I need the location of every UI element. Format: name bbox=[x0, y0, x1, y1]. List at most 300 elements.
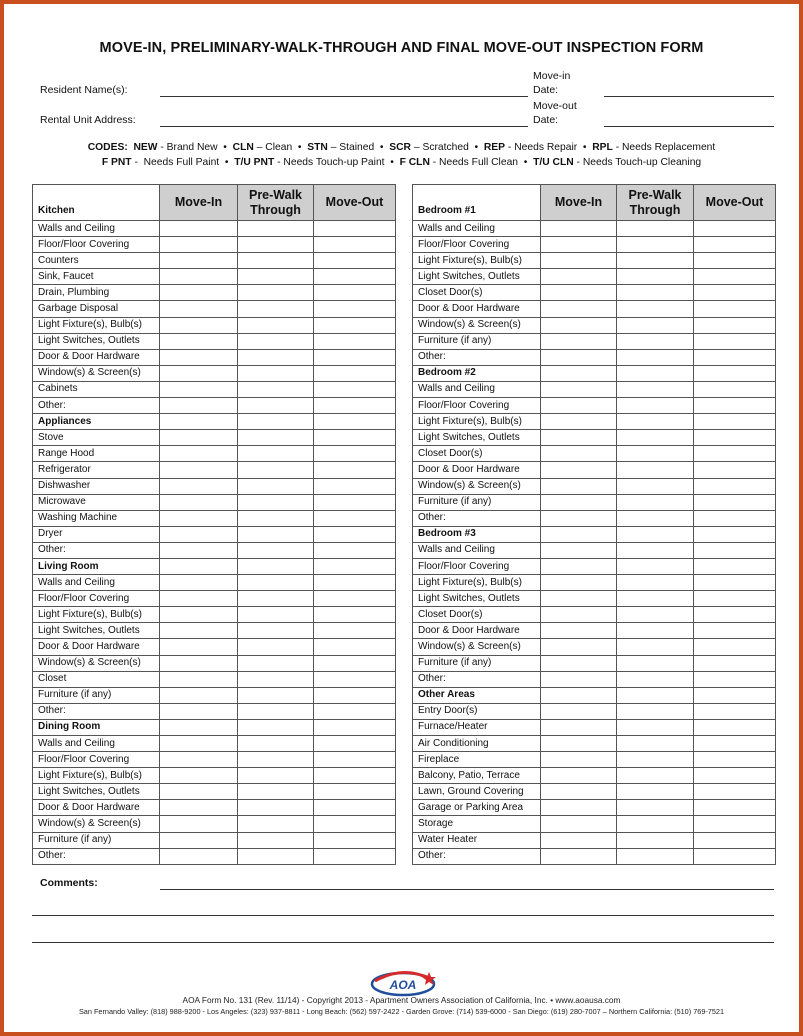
move-in-cell[interactable] bbox=[160, 381, 238, 397]
pre-walk-cell[interactable] bbox=[617, 221, 694, 237]
move-in-cell[interactable] bbox=[160, 398, 238, 414]
move-in-cell[interactable] bbox=[541, 414, 617, 430]
pre-walk-cell[interactable] bbox=[238, 703, 314, 719]
move-in-cell[interactable] bbox=[160, 752, 238, 768]
move-in-cell[interactable] bbox=[541, 478, 617, 494]
move-in-cell[interactable] bbox=[160, 558, 238, 574]
col-header-pre-walk: Pre-Walk Through bbox=[238, 185, 314, 221]
move-out-cell[interactable] bbox=[314, 607, 396, 623]
row-label: Fireplace bbox=[413, 752, 541, 768]
move-out-cell[interactable] bbox=[694, 752, 776, 768]
table-row bbox=[413, 575, 776, 591]
row-label: Furniture (if any) bbox=[33, 687, 160, 703]
pre-walk-cell[interactable] bbox=[617, 655, 694, 671]
pre-walk-cell[interactable] bbox=[617, 365, 694, 381]
pre-walk-cell[interactable] bbox=[238, 365, 314, 381]
row-label: Window(s) & Screen(s) bbox=[33, 816, 160, 832]
row-label: Entry Door(s) bbox=[413, 703, 541, 719]
move-in-cell[interactable] bbox=[160, 317, 238, 333]
move-in-cell[interactable] bbox=[160, 591, 238, 607]
row-label: Light Switches, Outlets bbox=[413, 269, 541, 285]
pre-walk-cell[interactable] bbox=[238, 333, 314, 349]
move-in-cell[interactable] bbox=[160, 494, 238, 510]
move-in-cell[interactable] bbox=[541, 591, 617, 607]
pre-walk-cell[interactable] bbox=[617, 349, 694, 365]
pre-walk-cell[interactable] bbox=[238, 414, 314, 430]
move-out-cell[interactable] bbox=[314, 816, 396, 832]
rental-address-field[interactable] bbox=[160, 126, 528, 127]
row-label: Window(s) & Screen(s) bbox=[33, 655, 160, 671]
move-in-cell[interactable] bbox=[541, 736, 617, 752]
pre-walk-cell[interactable] bbox=[617, 542, 694, 558]
move-out-cell[interactable] bbox=[314, 784, 396, 800]
pre-walk-cell[interactable] bbox=[617, 848, 694, 864]
move-out-cell[interactable] bbox=[314, 478, 396, 494]
move-in-cell[interactable] bbox=[160, 333, 238, 349]
row-label: Sink, Faucet bbox=[33, 269, 160, 285]
move-in-cell[interactable] bbox=[541, 349, 617, 365]
move-out-cell[interactable] bbox=[694, 510, 776, 526]
move-in-cell[interactable] bbox=[541, 558, 617, 574]
move-in-cell[interactable] bbox=[160, 221, 238, 237]
move-out-cell[interactable] bbox=[314, 703, 396, 719]
pre-walk-cell[interactable] bbox=[617, 317, 694, 333]
move-in-cell[interactable] bbox=[541, 237, 617, 253]
move-in-cell[interactable] bbox=[160, 784, 238, 800]
pre-walk-cell[interactable] bbox=[238, 349, 314, 365]
move-in-cell[interactable] bbox=[541, 398, 617, 414]
move-out-date-field[interactable] bbox=[604, 126, 774, 127]
pre-walk-cell[interactable] bbox=[238, 253, 314, 269]
move-in-cell[interactable] bbox=[160, 575, 238, 591]
move-out-cell[interactable] bbox=[314, 687, 396, 703]
move-in-cell[interactable] bbox=[541, 317, 617, 333]
pre-walk-cell[interactable] bbox=[238, 446, 314, 462]
move-in-cell[interactable] bbox=[160, 816, 238, 832]
move-out-cell[interactable] bbox=[694, 542, 776, 558]
move-out-cell[interactable] bbox=[314, 317, 396, 333]
pre-walk-cell[interactable] bbox=[238, 784, 314, 800]
move-in-cell[interactable] bbox=[541, 269, 617, 285]
row-label: Lawn, Ground Covering bbox=[413, 784, 541, 800]
move-out-cell[interactable] bbox=[694, 414, 776, 430]
move-in-cell[interactable] bbox=[541, 430, 617, 446]
table-row bbox=[413, 671, 776, 687]
move-in-cell[interactable] bbox=[160, 703, 238, 719]
pre-walk-cell[interactable] bbox=[617, 816, 694, 832]
move-in-cell[interactable] bbox=[160, 478, 238, 494]
move-in-cell[interactable] bbox=[160, 237, 238, 253]
move-in-cell[interactable] bbox=[541, 832, 617, 848]
row-label: Cabinets bbox=[33, 381, 160, 397]
pre-walk-cell[interactable] bbox=[238, 671, 314, 687]
move-out-cell[interactable] bbox=[314, 446, 396, 462]
code-abbrev: T/U PNT bbox=[234, 157, 275, 168]
pre-walk-cell[interactable] bbox=[238, 430, 314, 446]
move-in-cell[interactable] bbox=[160, 800, 238, 816]
move-out-cell[interactable] bbox=[694, 349, 776, 365]
pre-walk-cell[interactable] bbox=[238, 607, 314, 623]
section-heading-living-room: Living Room bbox=[33, 558, 160, 574]
row-label: Other: bbox=[413, 510, 541, 526]
pre-walk-cell[interactable] bbox=[238, 591, 314, 607]
move-out-cell[interactable] bbox=[314, 623, 396, 639]
pre-walk-cell[interactable] bbox=[617, 237, 694, 253]
move-in-cell[interactable] bbox=[541, 719, 617, 735]
pre-walk-cell[interactable] bbox=[617, 430, 694, 446]
move-out-cell[interactable] bbox=[694, 591, 776, 607]
move-out-cell[interactable] bbox=[694, 639, 776, 655]
move-in-cell[interactable] bbox=[541, 365, 617, 381]
move-out-cell[interactable] bbox=[694, 575, 776, 591]
section-heading-bedroom-2: Bedroom #2 bbox=[413, 365, 541, 381]
pre-walk-cell[interactable] bbox=[238, 719, 314, 735]
move-out-cell[interactable] bbox=[314, 253, 396, 269]
move-in-cell[interactable] bbox=[541, 301, 617, 317]
move-out-cell[interactable] bbox=[694, 253, 776, 269]
table-row bbox=[413, 736, 776, 752]
pre-walk-cell[interactable] bbox=[617, 269, 694, 285]
move-out-cell[interactable] bbox=[314, 221, 396, 237]
move-in-cell[interactable] bbox=[160, 253, 238, 269]
pre-walk-cell[interactable] bbox=[238, 832, 314, 848]
pre-walk-cell[interactable] bbox=[238, 848, 314, 864]
move-out-cell[interactable] bbox=[694, 832, 776, 848]
pre-walk-cell[interactable] bbox=[617, 478, 694, 494]
move-out-cell[interactable] bbox=[314, 269, 396, 285]
section-heading-dining-room: Dining Room bbox=[33, 719, 160, 735]
move-in-cell[interactable] bbox=[160, 848, 238, 864]
move-out-cell[interactable] bbox=[314, 494, 396, 510]
move-in-cell[interactable] bbox=[160, 736, 238, 752]
pre-walk-cell[interactable] bbox=[238, 462, 314, 478]
move-in-cell[interactable] bbox=[541, 639, 617, 655]
move-out-cell[interactable] bbox=[314, 462, 396, 478]
code-abbrev: F PNT bbox=[101, 157, 132, 168]
move-out-cell[interactable] bbox=[314, 639, 396, 655]
code-abbrev: T/U CLN bbox=[533, 157, 574, 168]
pre-walk-cell[interactable] bbox=[617, 768, 694, 784]
move-out-cell[interactable] bbox=[314, 671, 396, 687]
move-out-cell[interactable] bbox=[314, 237, 396, 253]
move-out-cell[interactable] bbox=[694, 687, 776, 703]
move-in-cell[interactable] bbox=[541, 446, 617, 462]
move-out-cell[interactable] bbox=[694, 462, 776, 478]
pre-walk-cell[interactable] bbox=[617, 784, 694, 800]
table-row bbox=[33, 639, 396, 655]
table-row bbox=[33, 317, 396, 333]
pre-walk-cell[interactable] bbox=[238, 301, 314, 317]
move-out-cell[interactable] bbox=[694, 623, 776, 639]
move-out-cell[interactable] bbox=[694, 365, 776, 381]
pre-walk-cell[interactable] bbox=[238, 317, 314, 333]
move-out-cell[interactable] bbox=[694, 736, 776, 752]
table-row bbox=[413, 381, 776, 397]
pre-walk-cell[interactable] bbox=[238, 285, 314, 301]
move-in-cell[interactable] bbox=[160, 414, 238, 430]
move-in-cell[interactable] bbox=[160, 349, 238, 365]
pre-walk-cell[interactable] bbox=[238, 752, 314, 768]
pre-walk-cell[interactable] bbox=[617, 381, 694, 397]
move-in-cell[interactable] bbox=[541, 848, 617, 864]
move-in-cell[interactable] bbox=[160, 430, 238, 446]
move-in-cell[interactable] bbox=[160, 768, 238, 784]
table-row bbox=[33, 253, 396, 269]
move-out-cell[interactable] bbox=[694, 719, 776, 735]
move-out-cell[interactable] bbox=[314, 848, 396, 864]
table-row bbox=[33, 269, 396, 285]
table-row bbox=[33, 623, 396, 639]
move-in-cell[interactable] bbox=[541, 510, 617, 526]
comments-line-1[interactable] bbox=[160, 889, 774, 890]
comments-line-2[interactable] bbox=[32, 915, 774, 916]
move-in-cell[interactable] bbox=[160, 269, 238, 285]
move-in-cell[interactable] bbox=[160, 607, 238, 623]
table-row bbox=[413, 414, 776, 430]
move-in-cell[interactable] bbox=[541, 768, 617, 784]
pre-walk-cell[interactable] bbox=[238, 510, 314, 526]
pre-walk-cell[interactable] bbox=[617, 494, 694, 510]
pre-walk-cell[interactable] bbox=[617, 462, 694, 478]
pre-walk-cell[interactable] bbox=[617, 301, 694, 317]
move-out-cell[interactable] bbox=[314, 768, 396, 784]
table-row bbox=[413, 285, 776, 301]
move-out-cell[interactable] bbox=[694, 816, 776, 832]
table-row bbox=[33, 349, 396, 365]
move-in-cell[interactable] bbox=[541, 752, 617, 768]
move-in-cell[interactable] bbox=[541, 655, 617, 671]
pre-walk-cell[interactable] bbox=[617, 752, 694, 768]
pre-walk-cell[interactable] bbox=[617, 639, 694, 655]
pre-walk-cell[interactable] bbox=[617, 623, 694, 639]
pre-walk-cell[interactable] bbox=[617, 526, 694, 542]
row-label: Light Switches, Outlets bbox=[33, 623, 160, 639]
move-in-cell[interactable] bbox=[541, 703, 617, 719]
move-in-date-field[interactable] bbox=[604, 96, 774, 97]
move-out-cell[interactable] bbox=[694, 655, 776, 671]
move-out-cell[interactable] bbox=[314, 655, 396, 671]
move-in-cell[interactable] bbox=[160, 542, 238, 558]
pre-walk-cell[interactable] bbox=[617, 575, 694, 591]
pre-walk-cell[interactable] bbox=[238, 381, 314, 397]
move-in-cell[interactable] bbox=[541, 494, 617, 510]
move-out-cell[interactable] bbox=[314, 365, 396, 381]
move-in-cell[interactable] bbox=[541, 462, 617, 478]
pre-walk-cell[interactable] bbox=[238, 655, 314, 671]
table-row bbox=[413, 269, 776, 285]
pre-walk-cell[interactable] bbox=[617, 719, 694, 735]
move-out-cell[interactable] bbox=[694, 430, 776, 446]
move-in-cell[interactable] bbox=[541, 285, 617, 301]
move-out-cell[interactable] bbox=[314, 510, 396, 526]
move-out-cell[interactable] bbox=[694, 784, 776, 800]
move-in-cell[interactable] bbox=[541, 784, 617, 800]
row-label: Walls and Ceiling bbox=[33, 736, 160, 752]
move-out-cell[interactable] bbox=[314, 719, 396, 735]
move-in-cell[interactable] bbox=[541, 800, 617, 816]
move-out-cell[interactable] bbox=[314, 301, 396, 317]
move-out-cell[interactable] bbox=[314, 526, 396, 542]
move-out-cell[interactable] bbox=[694, 398, 776, 414]
pre-walk-cell[interactable] bbox=[238, 269, 314, 285]
pre-walk-cell[interactable] bbox=[617, 671, 694, 687]
pre-walk-cell[interactable] bbox=[617, 414, 694, 430]
move-out-cell[interactable] bbox=[694, 317, 776, 333]
move-out-cell[interactable] bbox=[314, 414, 396, 430]
move-in-cell[interactable] bbox=[541, 623, 617, 639]
pre-walk-cell[interactable] bbox=[238, 398, 314, 414]
move-in-cell[interactable] bbox=[160, 623, 238, 639]
move-out-cell[interactable] bbox=[314, 800, 396, 816]
move-out-cell[interactable] bbox=[314, 591, 396, 607]
move-in-cell[interactable] bbox=[541, 526, 617, 542]
move-out-cell[interactable] bbox=[694, 237, 776, 253]
move-out-cell[interactable] bbox=[314, 398, 396, 414]
pre-walk-cell[interactable] bbox=[617, 253, 694, 269]
move-out-cell[interactable] bbox=[694, 768, 776, 784]
pre-walk-cell[interactable] bbox=[617, 591, 694, 607]
move-out-cell[interactable] bbox=[314, 736, 396, 752]
pre-walk-cell[interactable] bbox=[238, 237, 314, 253]
pre-walk-cell[interactable] bbox=[617, 510, 694, 526]
comments-line-3[interactable] bbox=[32, 942, 774, 943]
move-in-cell[interactable] bbox=[541, 816, 617, 832]
pre-walk-cell[interactable] bbox=[238, 558, 314, 574]
move-out-cell[interactable] bbox=[314, 558, 396, 574]
row-label: Light Fixture(s), Bulb(s) bbox=[413, 414, 541, 430]
row-label: Furniture (if any) bbox=[33, 832, 160, 848]
table-row bbox=[413, 446, 776, 462]
move-in-cell[interactable] bbox=[160, 285, 238, 301]
footer-copyright: AOA Form No. 131 (Rev. 11/14) - Copyright 2013 - Apartment Owners Association of California, Inc. • www.aoausa.com bbox=[182, 995, 621, 1005]
pre-walk-cell[interactable] bbox=[617, 703, 694, 719]
move-out-cell[interactable] bbox=[694, 558, 776, 574]
pre-walk-cell[interactable] bbox=[617, 558, 694, 574]
move-in-cell[interactable] bbox=[541, 687, 617, 703]
pre-walk-cell[interactable] bbox=[238, 221, 314, 237]
move-out-cell[interactable] bbox=[694, 301, 776, 317]
pre-walk-cell[interactable] bbox=[617, 446, 694, 462]
move-out-cell[interactable] bbox=[694, 703, 776, 719]
move-out-cell[interactable] bbox=[694, 526, 776, 542]
move-out-cell[interactable] bbox=[314, 832, 396, 848]
move-out-cell[interactable] bbox=[314, 333, 396, 349]
move-out-cell[interactable] bbox=[314, 752, 396, 768]
move-out-cell[interactable] bbox=[694, 285, 776, 301]
move-out-cell[interactable] bbox=[314, 430, 396, 446]
code-description: - Brand New • bbox=[157, 142, 233, 153]
move-in-cell[interactable] bbox=[541, 253, 617, 269]
move-out-cell[interactable] bbox=[694, 221, 776, 237]
pre-walk-cell[interactable] bbox=[238, 623, 314, 639]
move-in-cell[interactable] bbox=[160, 719, 238, 735]
move-in-cell[interactable] bbox=[160, 510, 238, 526]
table-row bbox=[33, 221, 396, 237]
pre-walk-cell[interactable] bbox=[238, 736, 314, 752]
pre-walk-cell[interactable] bbox=[617, 800, 694, 816]
move-out-cell[interactable] bbox=[314, 285, 396, 301]
move-in-cell[interactable] bbox=[160, 462, 238, 478]
move-in-cell[interactable] bbox=[160, 365, 238, 381]
pre-walk-cell[interactable] bbox=[617, 607, 694, 623]
inspection-table-left bbox=[32, 184, 396, 865]
pre-walk-cell[interactable] bbox=[238, 575, 314, 591]
row-label: Walls and Ceiling bbox=[33, 575, 160, 591]
pre-walk-cell[interactable] bbox=[238, 687, 314, 703]
pre-walk-cell[interactable] bbox=[238, 542, 314, 558]
move-in-cell[interactable] bbox=[541, 333, 617, 349]
move-out-cell[interactable] bbox=[314, 575, 396, 591]
move-in-cell[interactable] bbox=[541, 381, 617, 397]
move-in-cell[interactable] bbox=[160, 446, 238, 462]
move-out-cell[interactable] bbox=[314, 542, 396, 558]
row-label: Door & Door Hardware bbox=[413, 301, 541, 317]
code-abbrev: CLN bbox=[232, 142, 254, 153]
pre-walk-cell[interactable] bbox=[617, 832, 694, 848]
move-in-cell[interactable] bbox=[541, 542, 617, 558]
code-abbrev: F CLN bbox=[399, 157, 430, 168]
pre-walk-cell[interactable] bbox=[617, 398, 694, 414]
move-in-cell[interactable] bbox=[541, 607, 617, 623]
move-in-cell[interactable] bbox=[160, 526, 238, 542]
table-row bbox=[33, 478, 396, 494]
pre-walk-cell[interactable] bbox=[617, 285, 694, 301]
pre-walk-cell[interactable] bbox=[238, 800, 314, 816]
row-label: Other: bbox=[33, 542, 160, 558]
pre-walk-cell[interactable] bbox=[617, 687, 694, 703]
pre-walk-cell[interactable] bbox=[617, 736, 694, 752]
table-row bbox=[33, 671, 396, 687]
move-in-cell[interactable] bbox=[541, 575, 617, 591]
move-in-cell[interactable] bbox=[541, 671, 617, 687]
move-out-cell[interactable] bbox=[694, 607, 776, 623]
pre-walk-cell[interactable] bbox=[238, 639, 314, 655]
move-in-cell[interactable] bbox=[160, 655, 238, 671]
move-out-cell[interactable] bbox=[694, 381, 776, 397]
row-label: Furniture (if any) bbox=[413, 494, 541, 510]
move-in-cell[interactable] bbox=[160, 832, 238, 848]
resident-name-field[interactable] bbox=[160, 96, 528, 97]
move-out-cell[interactable] bbox=[694, 494, 776, 510]
move-out-cell[interactable] bbox=[694, 671, 776, 687]
pre-walk-cell[interactable] bbox=[238, 526, 314, 542]
row-label: Closet bbox=[33, 671, 160, 687]
move-out-cell[interactable] bbox=[314, 349, 396, 365]
pre-walk-cell[interactable] bbox=[238, 478, 314, 494]
move-out-cell[interactable] bbox=[694, 478, 776, 494]
pre-walk-cell[interactable] bbox=[238, 816, 314, 832]
table-row bbox=[33, 591, 396, 607]
move-out-cell[interactable] bbox=[694, 333, 776, 349]
row-label: Water Heater bbox=[413, 832, 541, 848]
pre-walk-cell[interactable] bbox=[238, 494, 314, 510]
move-in-cell[interactable] bbox=[160, 687, 238, 703]
row-label: Furniture (if any) bbox=[413, 655, 541, 671]
move-in-cell[interactable] bbox=[160, 301, 238, 317]
move-out-cell[interactable] bbox=[694, 446, 776, 462]
move-in-cell[interactable] bbox=[541, 221, 617, 237]
table-row bbox=[33, 558, 396, 574]
row-label: Door & Door Hardware bbox=[33, 639, 160, 655]
move-out-cell[interactable] bbox=[314, 381, 396, 397]
pre-walk-cell[interactable] bbox=[238, 768, 314, 784]
pre-walk-cell[interactable] bbox=[617, 333, 694, 349]
move-in-cell[interactable] bbox=[160, 671, 238, 687]
move-out-cell[interactable] bbox=[694, 800, 776, 816]
move-out-cell[interactable] bbox=[694, 848, 776, 864]
move-out-cell[interactable] bbox=[694, 269, 776, 285]
move-in-cell[interactable] bbox=[160, 639, 238, 655]
